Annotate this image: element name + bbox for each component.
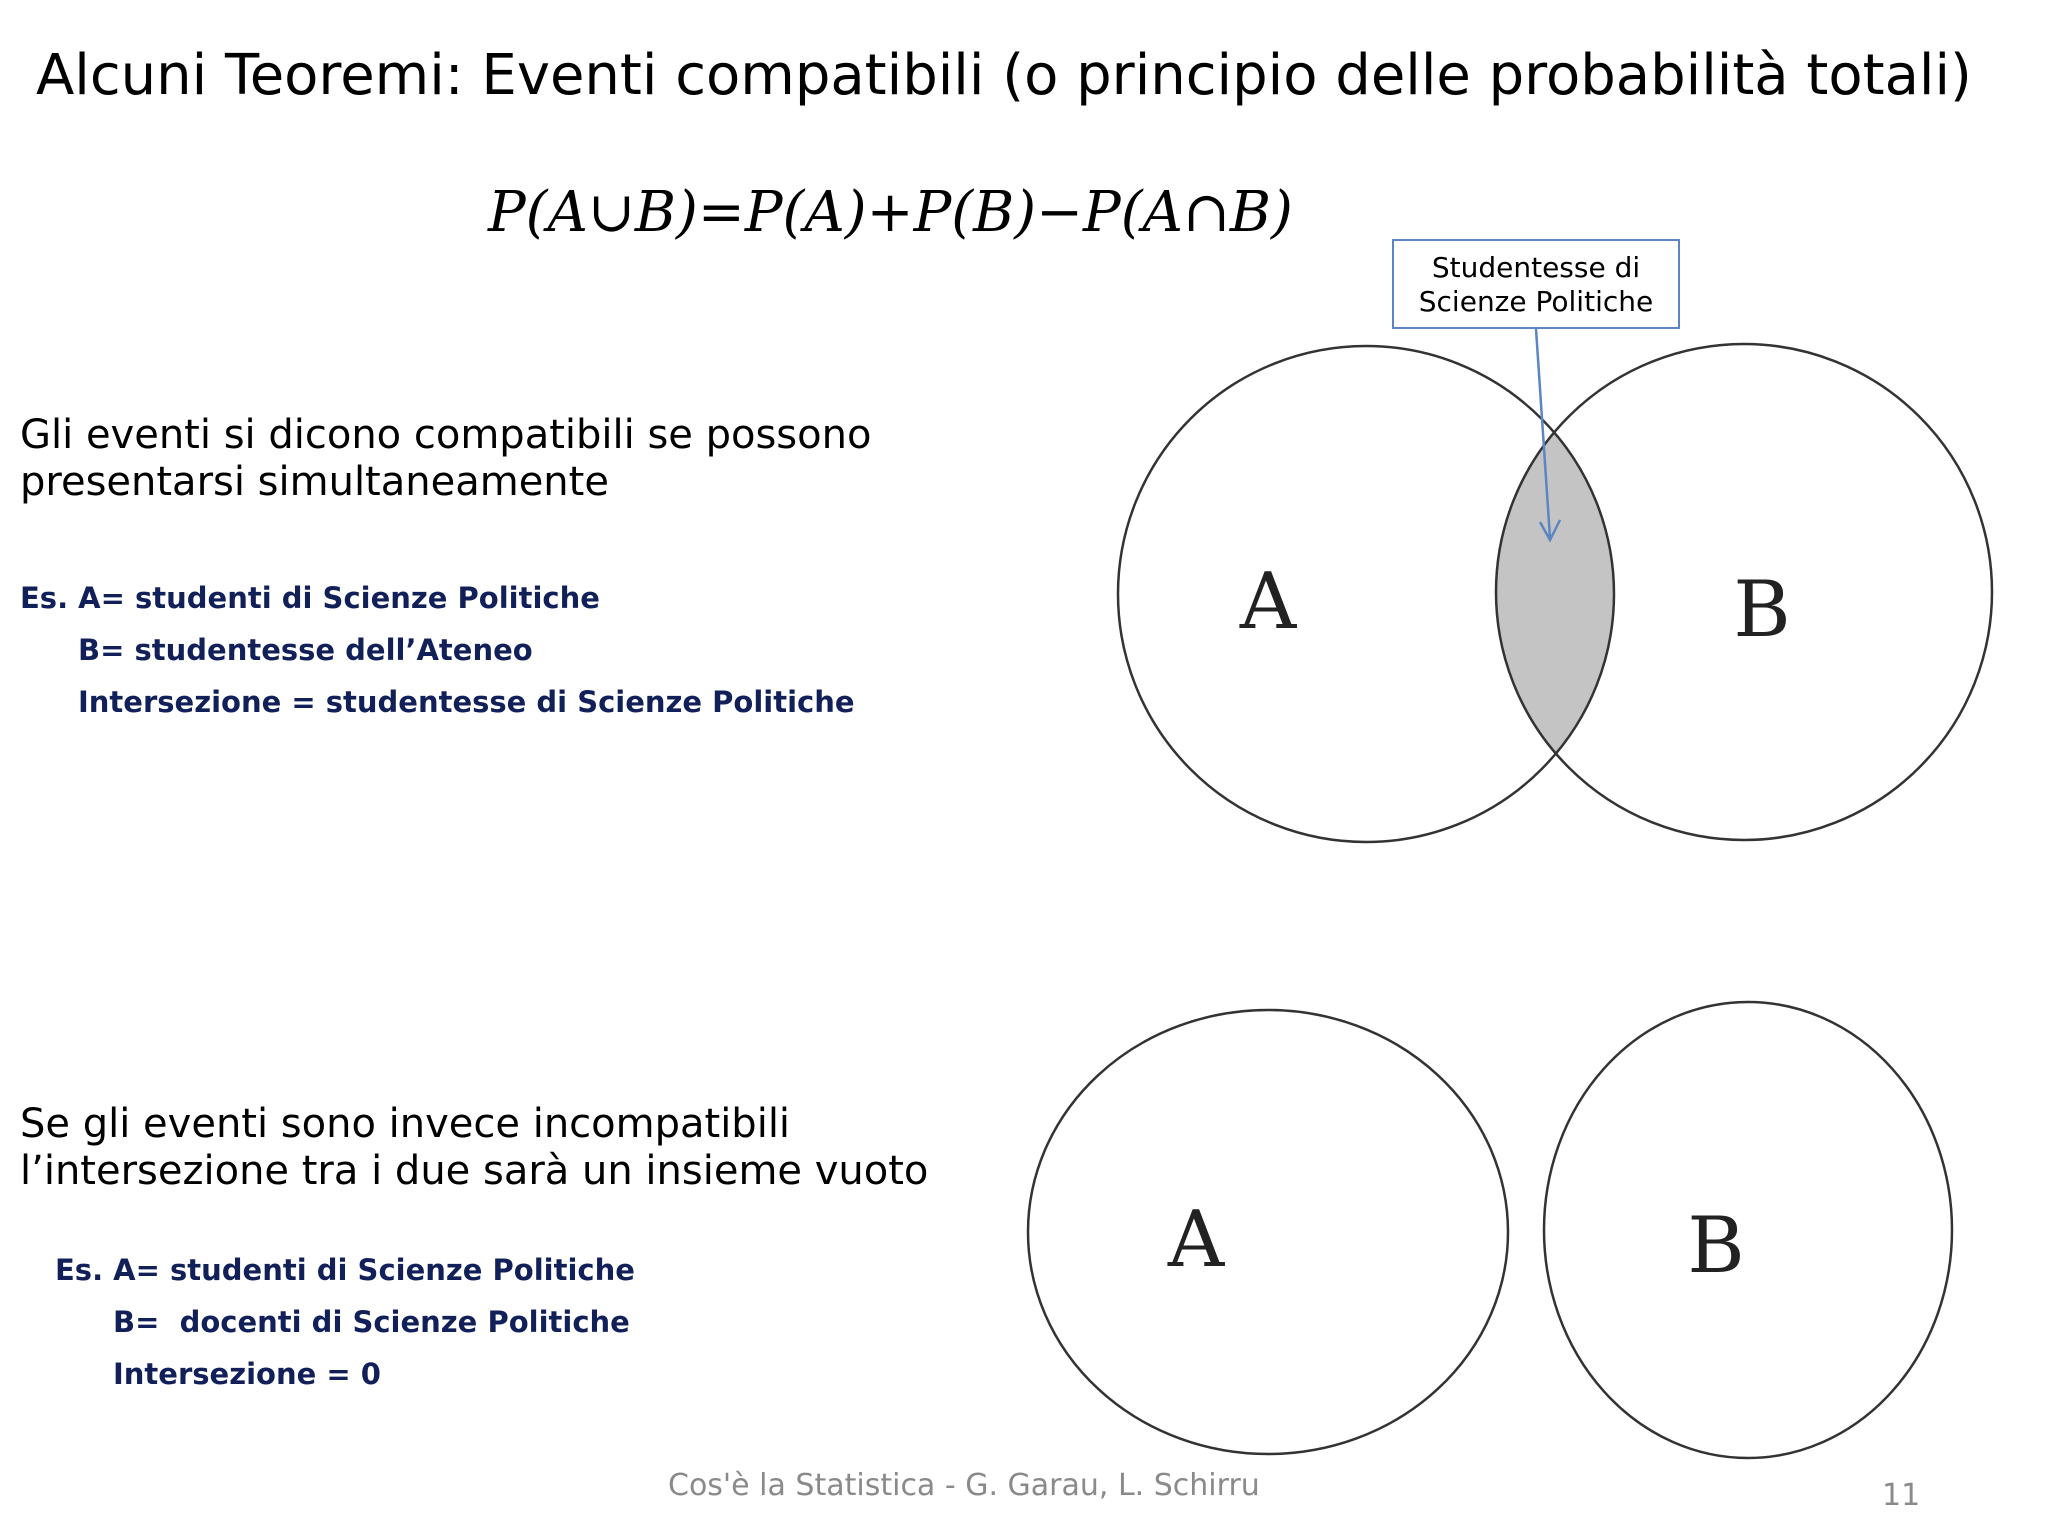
compatible-example-b: B= studentesse dell’Ateneo [78, 633, 533, 667]
incompatible-example-intersection: Intersezione = 0 [113, 1357, 381, 1391]
minus-sign: − [1036, 180, 1084, 245]
disjoint-circle-b [1544, 1002, 1952, 1458]
callout-line-2: Scienze Politiche [1418, 285, 1654, 318]
venn-label-a: A [1239, 557, 1297, 647]
compatible-example-intersection: Intersezione = studentesse di Scienze Politiche [78, 685, 855, 719]
incompatible-definition [20, 1101, 928, 1195]
incompatible-example [55, 1244, 635, 1400]
compatible-example [20, 572, 855, 728]
incompatible-definition-line-2: l’intersezione tra i due sarà un insieme vuoto [20, 1148, 929, 1194]
formula-pa: P(A) [744, 180, 867, 245]
compatible-definition-line-2: presentarsi simultaneamente [20, 459, 609, 505]
formula-intersection-close: B) [1229, 180, 1293, 245]
disjoint-circle-a [1028, 1010, 1508, 1454]
slide-title: Alcuni Teoremi: Eventi compatibili (o principio delle probabilità totali) [36, 43, 1972, 108]
plus-sign: + [866, 180, 914, 245]
incompatible-example-b: B= docenti di Scienze Politiche [113, 1305, 630, 1339]
venn-label-b: B [1733, 565, 1791, 655]
disjoint-label-b: B [1687, 1201, 1745, 1291]
formula-union-lhs-close: B) [634, 180, 698, 245]
callout-line-1: Studentesse di [1431, 251, 1641, 284]
compatible-definition-line-1: Gli eventi si dicono compatibili se possono [20, 412, 872, 458]
formula-intersection-open: P(A [1083, 180, 1183, 245]
formula-union-lhs-open: P(A [488, 180, 588, 245]
compatible-definition [20, 412, 871, 506]
callout-box [1392, 239, 1680, 329]
footer-credit: Cos'è la Statistica - G. Garau, L. Schirru [668, 1468, 1260, 1503]
formula-pb: P(B) [913, 180, 1037, 245]
intersection-symbol: ∩ [1182, 180, 1230, 245]
page-number: 11 [1882, 1478, 1921, 1513]
incompatible-definition-line-1: Se gli eventi sono invece incompatibili [20, 1101, 791, 1147]
disjoint-label-a: A [1167, 1195, 1225, 1285]
incompatible-example-a: Es. A= studenti di Scienze Politiche [55, 1253, 635, 1287]
equals-sign: = [697, 180, 745, 245]
union-symbol: ∪ [587, 180, 635, 245]
compatible-example-a: Es. A= studenti di Scienze Politiche [20, 581, 600, 615]
